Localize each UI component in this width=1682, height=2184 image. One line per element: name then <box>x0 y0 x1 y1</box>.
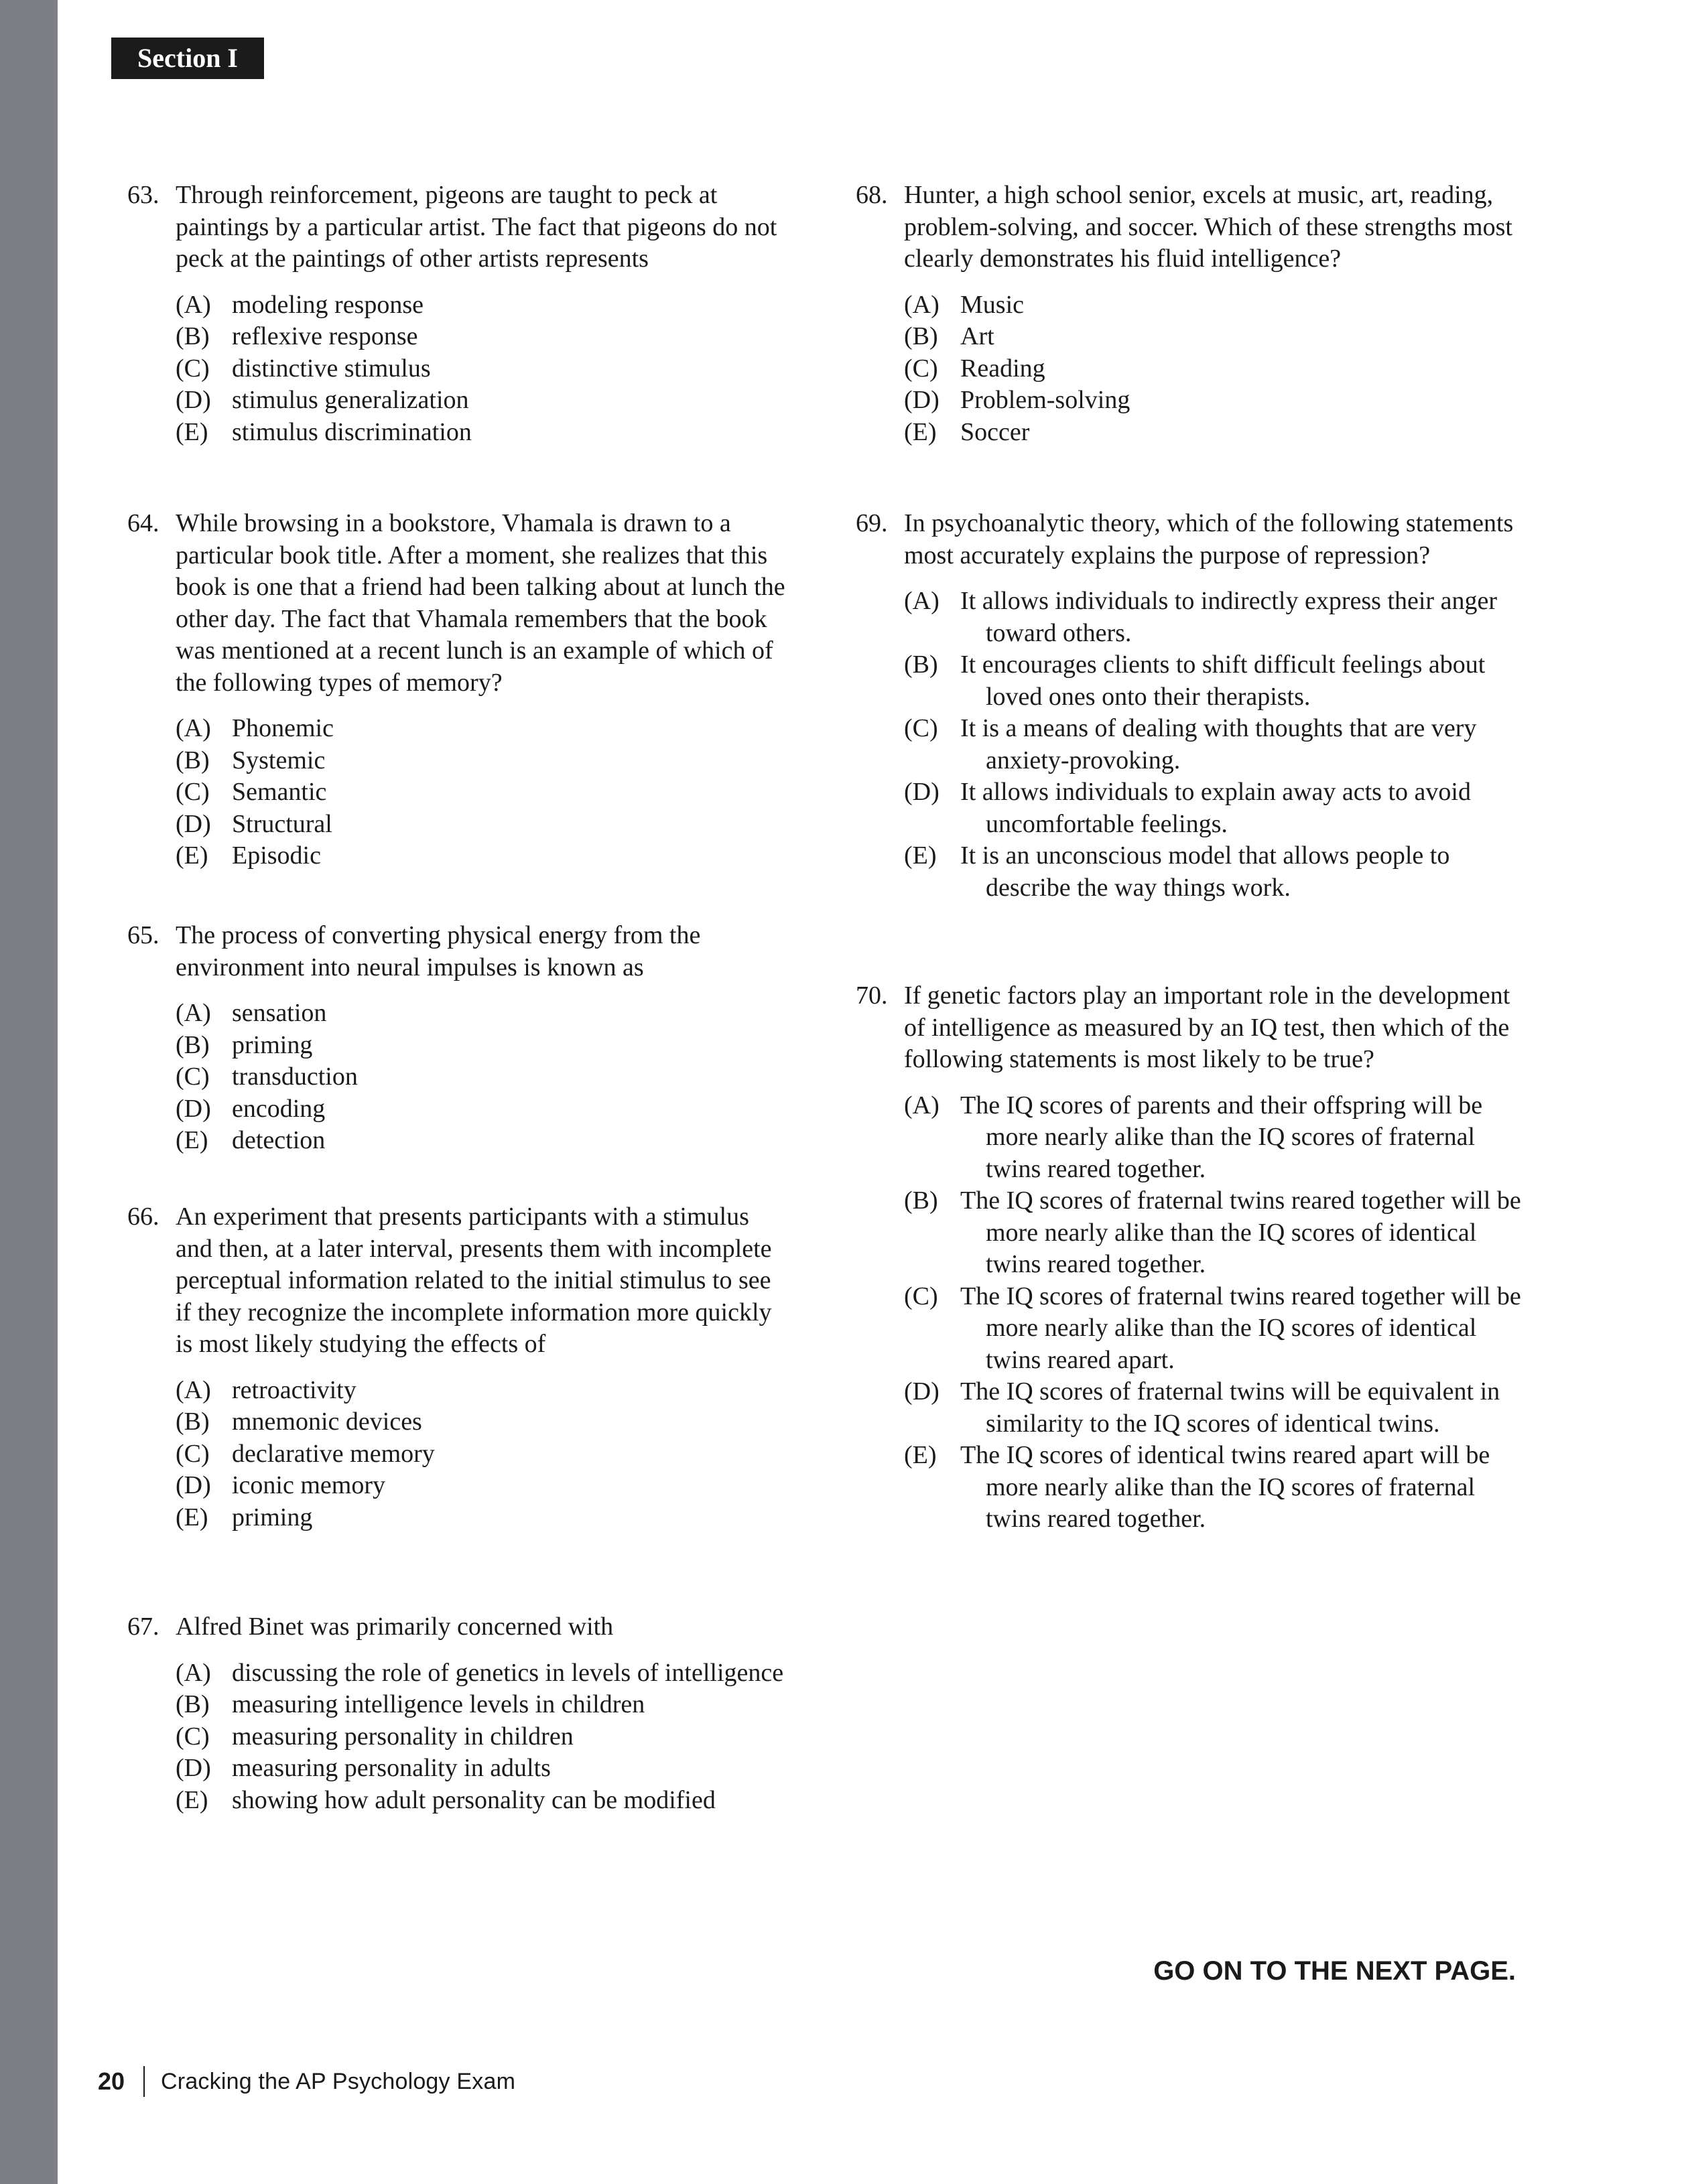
choice-text: It encourages clients to shift difficult feelings about loved ones onto their therapists. <box>960 651 1486 711</box>
choice-text: stimulus discrimination <box>232 417 472 446</box>
choice-letter: (C) <box>176 1063 210 1091</box>
answer-choice <box>176 713 791 745</box>
choice-letter: (B) <box>904 651 938 679</box>
answer-choice <box>904 1376 1526 1440</box>
choice-text: Music <box>960 290 1024 319</box>
choice-letter: (E) <box>176 1503 208 1531</box>
choice-letter: (C) <box>176 1439 210 1468</box>
answer-choice <box>176 1438 791 1471</box>
choice-letter: (E) <box>176 841 208 870</box>
question-number: 64. <box>127 509 159 537</box>
choice-letter: (E) <box>904 1441 937 1469</box>
choice-text: reflexive response <box>232 322 418 350</box>
choice-text: mnemonic devices <box>232 1408 422 1436</box>
choice-text: modeling response <box>232 290 424 319</box>
answer-choice <box>904 353 1526 385</box>
answer-choice <box>176 1785 791 1817</box>
choice-letter: (A) <box>176 999 211 1027</box>
answer-choice <box>904 840 1526 904</box>
choice-letter: (A) <box>904 290 940 319</box>
answer-choice <box>176 385 791 417</box>
choice-text: It is a means of dealing with thoughts that are very anxiety-provoking. <box>960 714 1477 774</box>
choice-text: measuring personality in children <box>232 1722 574 1751</box>
choice-letter: (D) <box>176 1754 211 1782</box>
next-page-instruction: GO ON TO THE NEXT PAGE. <box>1153 1956 1516 1986</box>
choice-text: priming <box>232 1503 313 1531</box>
choice-text: distinctive stimulus <box>232 354 431 383</box>
answer-choice <box>176 809 791 841</box>
choice-text: sensation <box>232 999 327 1027</box>
question-number: 67. <box>127 1613 159 1641</box>
choice-text: stimulus generalization <box>232 386 469 414</box>
answer-choices <box>904 1090 1526 1535</box>
choice-text: detection <box>232 1126 326 1154</box>
choice-letter: (E) <box>904 417 937 446</box>
answer-choice <box>904 385 1526 417</box>
choice-text: The IQ scores of parents and their offspring will be more nearly alike than the IQ scores of fraternal twins reared together. <box>960 1091 1483 1183</box>
question-stem: Alfred Binet was primarily concerned with <box>176 1613 614 1641</box>
choice-letter: (C) <box>904 714 938 742</box>
choice-letter: (A) <box>176 290 211 319</box>
answer-choice <box>904 321 1526 353</box>
answer-choices <box>904 289 1526 449</box>
choice-text: Reading <box>960 354 1045 383</box>
answer-choice <box>176 1689 791 1721</box>
answer-choices <box>176 289 791 449</box>
answer-choice <box>176 1093 791 1125</box>
answer-choice <box>904 417 1526 449</box>
answer-choices <box>176 998 791 1157</box>
choice-letter: (B) <box>176 1408 210 1436</box>
answer-choice <box>904 1281 1526 1377</box>
question-stem: The process of converting physical energy from the environment into neural impulses is known as <box>176 921 701 981</box>
choice-letter: (B) <box>904 1186 938 1215</box>
choice-text: The IQ scores of identical twins reared apart will be more nearly alike than the IQ scores of fraternal twins reared together. <box>960 1441 1490 1533</box>
choice-text: Episodic <box>232 841 321 870</box>
choice-text: The IQ scores of fraternal twins will be equivalent in similarity to the IQ scores of identical twins. <box>960 1377 1500 1438</box>
choice-letter: (C) <box>176 354 210 383</box>
choice-text: Art <box>960 322 994 350</box>
answer-choice <box>176 840 791 872</box>
choice-text: Semantic <box>232 778 327 806</box>
choice-text: Systemic <box>232 746 326 774</box>
answer-choice <box>176 353 791 385</box>
choice-letter: (C) <box>176 1722 210 1751</box>
choice-text: declarative memory <box>232 1439 435 1468</box>
choice-text: The IQ scores of fraternal twins reared together will be more nearly alike than the IQ scores of identical twins reared together. <box>960 1186 1521 1278</box>
answer-choice <box>176 1125 791 1157</box>
choice-letter: (C) <box>904 1282 938 1310</box>
choice-text: transduction <box>232 1063 358 1091</box>
choice-text: retroactivity <box>232 1375 357 1404</box>
answer-choice <box>176 998 791 1030</box>
answer-choice <box>904 586 1526 649</box>
choice-letter: (D) <box>904 778 940 806</box>
choice-letter: (E) <box>176 1785 208 1814</box>
right-column <box>856 180 1526 1535</box>
choice-text: Phonemic <box>232 714 334 742</box>
answer-choices <box>904 586 1526 904</box>
choice-letter: (A) <box>176 1375 211 1404</box>
choice-text: showing how adult personality can be modified <box>232 1785 716 1814</box>
section-label: Section I <box>111 38 264 79</box>
choice-text: Soccer <box>960 417 1030 446</box>
choice-text: It allows individuals to indirectly express their anger toward others. <box>960 587 1497 647</box>
question-68 <box>856 180 1526 508</box>
answer-choice <box>176 745 791 777</box>
question-stem: Hunter, a high school senior, excels at music, art, reading, problem-solving, and soccer. Which of these strengths most clearly demonstrates his fluid intelligence? <box>904 181 1512 273</box>
answer-choice <box>904 289 1526 322</box>
choice-letter: (E) <box>176 417 208 446</box>
question-stem: If genetic factors play an important role in the development of intelligence as measured by an IQ test, then which of the following statements is most likely to be true? <box>904 981 1510 1073</box>
answer-choices <box>176 1375 791 1534</box>
answer-choice <box>176 1375 791 1407</box>
choice-letter: (D) <box>904 1377 940 1406</box>
question-number: 69. <box>856 509 888 537</box>
choice-letter: (D) <box>904 386 940 414</box>
question-70 <box>856 980 1526 1535</box>
choice-text: measuring personality in adults <box>232 1754 551 1782</box>
question-stem: In psychoanalytic theory, which of the following statements most accurately explains the purpose of repression? <box>904 509 1514 569</box>
question-number: 68. <box>856 181 888 209</box>
choice-letter: (A) <box>904 1091 940 1119</box>
choice-letter: (E) <box>176 1126 208 1154</box>
choice-letter: (B) <box>176 1690 210 1718</box>
choice-letter: (D) <box>176 386 211 414</box>
answer-choice <box>176 1061 791 1093</box>
answer-choice <box>176 1721 791 1753</box>
question-65 <box>127 920 791 1201</box>
question-number: 66. <box>127 1203 159 1231</box>
choice-letter: (B) <box>176 1030 210 1059</box>
choice-text: It is an unconscious model that allows people to describe the way things work. <box>960 841 1450 902</box>
left-column <box>127 180 791 1816</box>
choice-text: encoding <box>232 1094 326 1123</box>
choice-letter: (A) <box>904 587 940 615</box>
choice-text: measuring intelligence levels in children <box>232 1690 645 1718</box>
choice-text: iconic memory <box>232 1471 385 1499</box>
answer-choice <box>176 417 791 449</box>
choice-letter: (A) <box>176 714 211 742</box>
answer-choices <box>176 1657 791 1817</box>
question-stem: While browsing in a bookstore, Vhamala is drawn to a particular book title. After a moment, she realizes that this book is one that a friend had been talking about at lunch the other day. The fact that Vhamala remembers that the book was mentioned at a recent lunch is an example of which of the following types of memory? <box>176 509 785 697</box>
answer-choice <box>176 1502 791 1534</box>
choice-letter: (C) <box>904 354 938 383</box>
choice-text: priming <box>232 1030 313 1059</box>
choice-letter: (B) <box>176 746 210 774</box>
answer-choice <box>904 713 1526 776</box>
choice-text: It allows individuals to explain away acts to avoid uncomfortable feelings. <box>960 778 1471 838</box>
choice-letter: (B) <box>176 322 210 350</box>
answer-choice <box>904 1090 1526 1186</box>
choice-letter: (E) <box>904 841 937 870</box>
page-footer <box>98 2065 515 2098</box>
choice-text: Structural <box>232 809 332 838</box>
question-stem: Through reinforcement, pigeons are taught to peck at paintings by a particular artist. The fact that pigeons do not peck at the paintings of other artists represents <box>176 181 777 273</box>
choice-letter: (D) <box>176 1471 211 1499</box>
question-number: 70. <box>856 981 888 1010</box>
answer-choice <box>176 321 791 353</box>
answer-choice <box>176 1030 791 1062</box>
choice-letter: (C) <box>176 778 210 806</box>
answer-choice <box>904 1440 1526 1535</box>
question-63 <box>127 180 791 508</box>
question-number: 63. <box>127 181 159 209</box>
answer-choice <box>176 1657 791 1690</box>
page-number: 20 <box>98 2067 125 2095</box>
question-69 <box>856 508 1526 980</box>
answer-choice <box>176 289 791 322</box>
question-64 <box>127 508 791 920</box>
answer-choices <box>176 713 791 872</box>
choice-text: Problem-solving <box>960 386 1130 414</box>
choice-letter: (B) <box>904 322 938 350</box>
question-66 <box>127 1201 791 1611</box>
answer-choice <box>176 1406 791 1438</box>
book-title: Cracking the AP Psychology Exam <box>161 2068 516 2094</box>
question-67 <box>127 1611 791 1816</box>
choice-letter: (D) <box>176 809 211 838</box>
choice-letter: (A) <box>176 1658 211 1687</box>
footer-divider <box>143 2066 145 2097</box>
answer-choice <box>176 776 791 809</box>
side-margin-bar <box>0 0 58 2184</box>
answer-choice <box>904 776 1526 840</box>
choice-letter: (D) <box>176 1094 211 1123</box>
answer-choice <box>904 1185 1526 1281</box>
answer-choice <box>176 1470 791 1502</box>
answer-choice <box>176 1753 791 1785</box>
choice-text: The IQ scores of fraternal twins reared together will be more nearly alike than the IQ scores of identical twins reared apart. <box>960 1282 1521 1374</box>
question-stem: An experiment that presents participants with a stimulus and then, at a later interval, presents them with incomplete perceptual information related to the initial stimulus to see if they recognize the incomplete information more quickly is most likely studying the effects of <box>176 1203 772 1358</box>
answer-choice <box>904 649 1526 713</box>
choice-text: discussing the role of genetics in levels of intelligence <box>232 1658 784 1687</box>
question-number: 65. <box>127 921 159 949</box>
